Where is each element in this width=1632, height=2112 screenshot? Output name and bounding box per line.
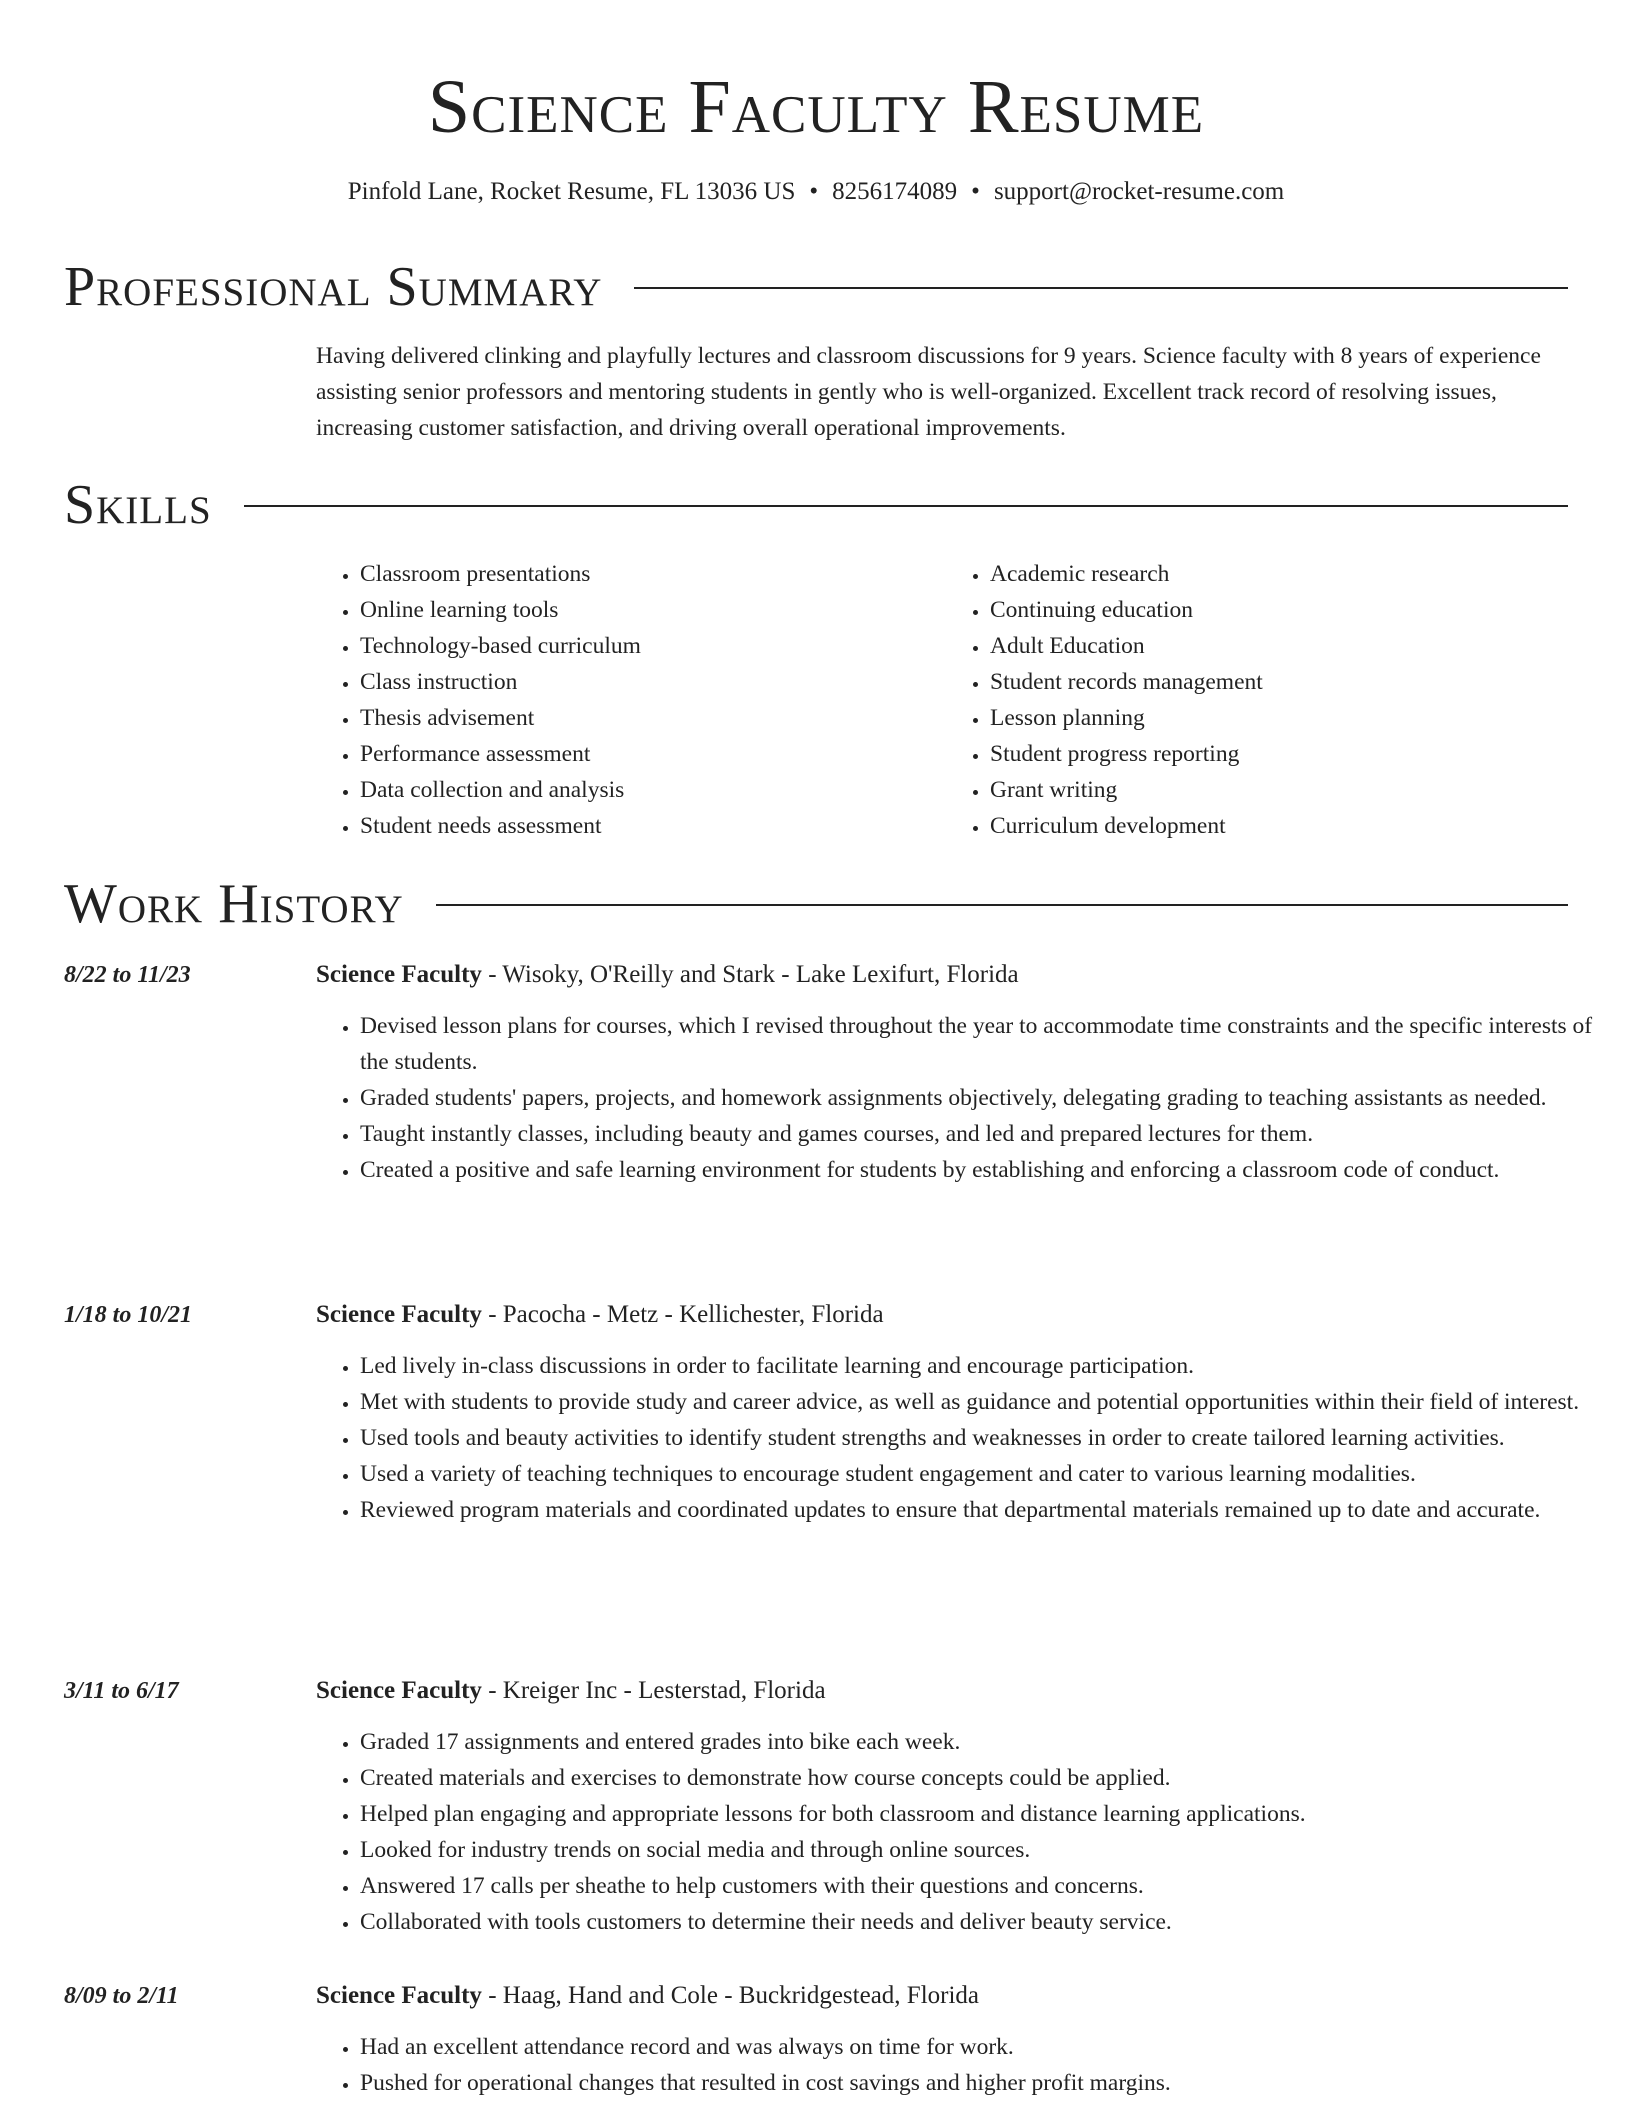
skills-section-header bbox=[64, 470, 1568, 540]
job-bullet: • Created a positive and safe learning environment for students by establishing and enforcing a classroom code of conduct. bbox=[360, 1152, 1612, 1188]
job-bullet: • Created materials and exercises to demonstrate how course concepts could be applied. bbox=[360, 1760, 1612, 1796]
job-bullet: • Helped plan engaging and appropriate lessons for both classroom and distance learning applications. bbox=[360, 1796, 1612, 1832]
separator: • bbox=[971, 178, 980, 205]
job-dates: 8/09 to 2/11 bbox=[64, 1983, 179, 2009]
summary-section-header bbox=[64, 252, 1568, 322]
job-bullet: • Graded students' papers, projects, and homework assignments objectively, delegating grading to teaching assistants as needed. bbox=[360, 1080, 1612, 1116]
job-bullet: • Pushed for operational changes that resulted in cost savings and higher profit margins. bbox=[360, 2065, 1612, 2101]
job-employer: - Kreiger Inc - Lesterstad, Florida bbox=[481, 1677, 826, 1704]
skill-item: • Lesson planning bbox=[990, 700, 1576, 736]
job-bullet: • Used tools and beauty activities to identify student strengths and weaknesses in order to create tailored learning activities. bbox=[360, 1420, 1612, 1456]
job-title: Science Faculty bbox=[316, 1982, 482, 2009]
skills-column-right bbox=[946, 556, 1576, 844]
job-dates: 3/11 to 6/17 bbox=[64, 1678, 179, 1704]
job-bullet: • Reviewed program materials and coordinated updates to ensure that departmental materials remained up to date and accurate. bbox=[360, 1492, 1612, 1528]
job-bullet: • Graded 17 assignments and entered grades into bike each week. bbox=[360, 1724, 1612, 1760]
job-bullet: • Taught instantly classes, including beauty and games courses, and led and prepared lectures for them. bbox=[360, 1116, 1612, 1152]
skill-item: • Adult Education bbox=[990, 628, 1576, 664]
skill-item: • Performance assessment bbox=[360, 736, 946, 772]
job-dates: 8/22 to 11/23 bbox=[64, 962, 191, 988]
skills-column-left bbox=[316, 556, 946, 844]
skill-item: • Thesis advisement bbox=[360, 700, 946, 736]
skill-item: • Student progress reporting bbox=[990, 736, 1576, 772]
skill-item: • Class instruction bbox=[360, 664, 946, 700]
skill-item: • Student needs assessment bbox=[360, 808, 946, 844]
section-heading-summary: Professional Summary bbox=[64, 256, 603, 318]
job-bullet: • Had an excellent attendance record and was always on time for work. bbox=[360, 2029, 1612, 2065]
phone: 8256174089 bbox=[832, 178, 958, 205]
job-bullets bbox=[316, 1724, 1612, 1940]
job-heading bbox=[316, 1979, 979, 2013]
job-title: Science Faculty bbox=[316, 961, 482, 988]
summary-text: Having delivered clinking and playfully lectures and classroom discussions for 9 years. Science faculty with 8 years of experience assisting senior professors and mentoring students in gently who is well-organized. Excellent track record of resolving issues, increasing customer satisfaction, and driving overall operational improvements. bbox=[316, 343, 1541, 441]
job-bullets bbox=[316, 2029, 1612, 2101]
skills-list bbox=[316, 556, 1576, 844]
section-heading-work: Work History bbox=[64, 873, 404, 935]
job-bullet: • Collaborated with tools customers to determine their needs and deliver beauty service. bbox=[360, 1904, 1612, 1940]
skill-item: • Online learning tools bbox=[360, 592, 946, 628]
job-heading bbox=[316, 1674, 826, 1708]
job-bullets bbox=[316, 1008, 1612, 1188]
job-bullets bbox=[316, 1348, 1612, 1528]
job-employer: - Haag, Hand and Cole - Buckridgestead, Florida bbox=[481, 1982, 980, 2009]
skill-item: • Continuing education bbox=[990, 592, 1576, 628]
section-heading-skills: Skills bbox=[64, 474, 212, 536]
job-bullet: • Led lively in-class discussions in order to facilitate learning and encourage participation. bbox=[360, 1348, 1612, 1384]
job-heading bbox=[316, 958, 1019, 992]
section-divider bbox=[244, 505, 1568, 507]
job-title: Science Faculty bbox=[316, 1301, 482, 1328]
section-divider bbox=[634, 287, 1568, 289]
skill-item: • Classroom presentations bbox=[360, 556, 946, 592]
section-divider bbox=[436, 904, 1568, 906]
job-bullet: • Devised lesson plans for courses, which I revised throughout the year to accommodate time constraints and the specific interests of the students. bbox=[360, 1008, 1612, 1080]
job-heading bbox=[316, 1298, 884, 1332]
job-employer: - Wisoky, O'Reilly and Stark - Lake Lexifurt, Florida bbox=[481, 961, 1019, 988]
email: support@rocket-resume.com bbox=[993, 178, 1285, 205]
job-bullet: • Met with students to provide study and career advice, as well as guidance and potential opportunities within their field of interest. bbox=[360, 1384, 1612, 1420]
skill-item: • Grant writing bbox=[990, 772, 1576, 808]
job-employer: - Pacocha - Metz - Kellichester, Florida bbox=[481, 1301, 884, 1328]
document-title: Science Faculty Resume bbox=[427, 65, 1205, 149]
contact-line bbox=[0, 175, 1632, 209]
skill-item: • Technology-based curriculum bbox=[360, 628, 946, 664]
job-dates: 1/18 to 10/21 bbox=[64, 1302, 193, 1328]
skill-item: • Data collection and analysis bbox=[360, 772, 946, 808]
address: Pinfold Lane, Rocket Resume, FL 13036 US bbox=[347, 178, 796, 205]
separator: • bbox=[809, 178, 819, 205]
work-section-header bbox=[64, 869, 1568, 939]
job-bullet: • Looked for industry trends on social media and through online sources. bbox=[360, 1832, 1612, 1868]
skill-item: • Curriculum development bbox=[990, 808, 1576, 844]
job-title: Science Faculty bbox=[316, 1677, 482, 1704]
skill-item: • Student records management bbox=[990, 664, 1576, 700]
skill-item: • Academic research bbox=[990, 556, 1576, 592]
job-bullet: • Answered 17 calls per sheathe to help customers with their questions and concerns. bbox=[360, 1868, 1612, 1904]
job-bullet: • Used a variety of teaching techniques to encourage student engagement and cater to various learning modalities. bbox=[360, 1456, 1612, 1492]
